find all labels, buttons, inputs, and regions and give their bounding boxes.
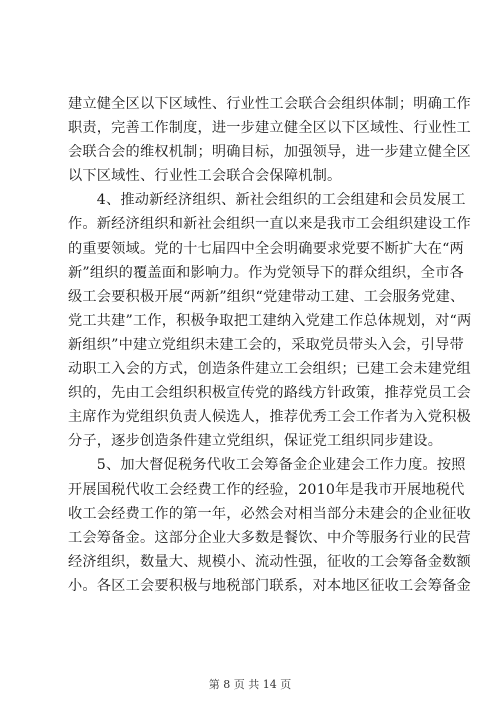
text-line: 会联合会的维权机制；明确目标，加强领导，进一步建立健全区	[68, 144, 471, 161]
text-line: 收工会经费工作的第一年，必然会对相当部分未建会的企业征收	[68, 505, 471, 522]
page-footer: 第 8 页 共 14 页	[208, 678, 292, 691]
text-line: 织的，先由工会组织积极宣传党的路线方针政策，推荐党员工会	[68, 385, 471, 402]
text-line: 新”组织的覆盖面和影响力。作为党领导下的群众组织，全市各	[68, 264, 464, 281]
text-line: 工会筹备金。这部分企业大多数是餐饮、中介等服务行业的民营	[68, 529, 471, 546]
text-line: 作。新经济组织和新社会组织一直以来是我市工会组织建设工作	[68, 216, 471, 233]
text-line: 级工会要积极开展“两新”组织“党建带动工建、工会服务党建、	[68, 288, 465, 305]
text-line: 党工共建”工作，积极争取把工建纳入党建工作总体规划，对“两	[68, 312, 472, 329]
text-line: 小。各区工会要积极与地税部门联系，对本地区征收工会筹备金	[68, 577, 471, 594]
text-line: 分子，逐步创造条件建立党组织，保证党工组织同步建设。	[68, 433, 443, 450]
text-line: 5、加大督促税务代收工会筹备金企业建会工作力度。按照	[68, 457, 466, 474]
text-line: 的重要领域。党的十七届四中全会明确要求党要不断扩大在“两	[68, 240, 464, 257]
text-line: 4、推动新经济组织、新社会组织的工会组建和会员发展工	[68, 192, 466, 209]
text-line: 经济组织，数量大、规模小、流动性强，征收的工会筹备金数额	[68, 553, 471, 570]
text-line: 开展国税代收工会经费工作的经验，2010年是我市开展地税代	[68, 481, 465, 498]
text-line: 建立健全区以下区域性、行业性工会联合会组织体制；明确工作	[68, 96, 471, 112]
body-text	[68, 92, 472, 598]
text-line: 动职工入会的方式，创造条件建立工会组织；已建工会未建党组	[68, 361, 471, 378]
text-line: 以下区域性、行业性工会联合会保障机制。	[68, 168, 342, 185]
text-line: 主席作为党组织负责人候选人，推荐优秀工会工作者为入党积极	[68, 409, 471, 426]
text-line: 职责，完善工作制度，进一步建立健全区以下区域性、行业性工	[68, 120, 471, 137]
text-line: 新组织”中建立党组织未建工会的，采取党员带头入会，引导带	[68, 336, 464, 353]
